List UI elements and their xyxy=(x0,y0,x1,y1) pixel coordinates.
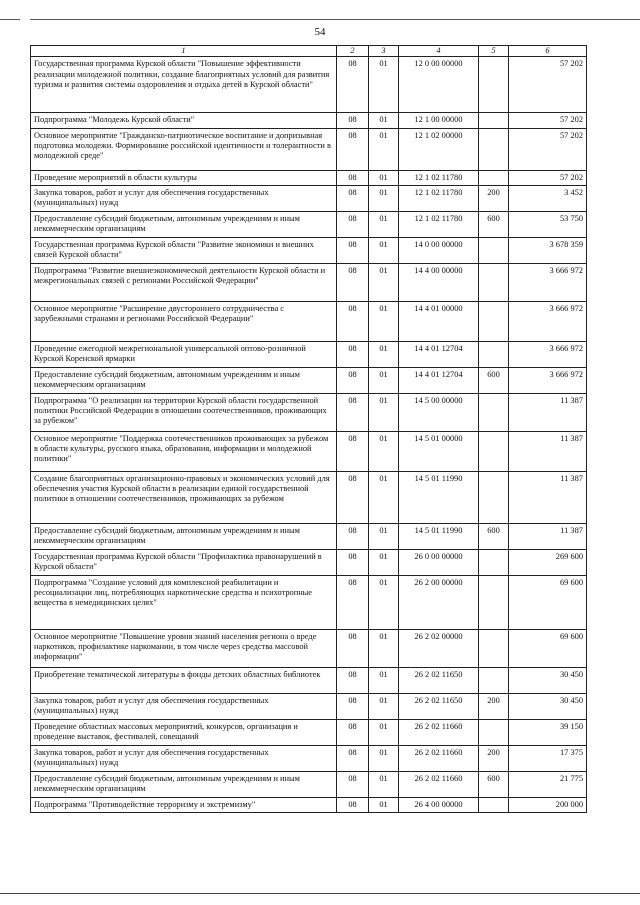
table-row xyxy=(31,128,587,170)
item-name: Подпрограмма "О реализации на территории Курской области государственной политики Российской Федерации в отношении соотечественников, проживающих за рубежом" xyxy=(31,393,337,431)
subsection-code: 01 xyxy=(369,771,399,797)
table-row xyxy=(31,367,587,393)
amount: 3 666 972 xyxy=(509,367,587,393)
table-row xyxy=(31,797,587,812)
table-row xyxy=(31,549,587,575)
expense-type-code xyxy=(479,719,509,745)
item-name: Подпрограмма "Молодежь Курской области" xyxy=(31,113,337,128)
target-article-code: 26 2 02 11660 xyxy=(399,719,479,745)
table-row xyxy=(31,301,587,341)
subsection-code: 01 xyxy=(369,629,399,667)
section-code: 08 xyxy=(337,797,369,812)
subsection-code: 01 xyxy=(369,170,399,185)
target-article-code: 14 4 01 12704 xyxy=(399,341,479,367)
subsection-code: 01 xyxy=(369,797,399,812)
table-row xyxy=(31,113,587,128)
amount: 200 000 xyxy=(509,797,587,812)
target-article-code: 26 2 02 11650 xyxy=(399,667,479,693)
expense-type-code xyxy=(479,170,509,185)
amount: 11 387 xyxy=(509,471,587,523)
section-code: 08 xyxy=(337,745,369,771)
amount: 3 452 xyxy=(509,185,587,211)
subsection-code: 01 xyxy=(369,693,399,719)
item-name: Основное мероприятие "Расширение двустороннего сотрудничества с зарубежными странами и регионами Российской Федерации" xyxy=(31,301,337,341)
item-name: Проведение областных массовых мероприятий, конкурсов, организация и проведение выставок, фестивалей, совещаний xyxy=(31,719,337,745)
item-name: Основное мероприятие "Повышение уровня знаний населения региона о вреде наркотиков, профилактике наркомании, в том числе через средства массовой информации" xyxy=(31,629,337,667)
header-col-4: 4 xyxy=(399,46,479,57)
section-code: 08 xyxy=(337,301,369,341)
amount: 57 202 xyxy=(509,128,587,170)
subsection-code: 01 xyxy=(369,128,399,170)
section-code: 08 xyxy=(337,57,369,113)
expense-type-code xyxy=(479,629,509,667)
table-row xyxy=(31,693,587,719)
item-name: Подпрограмма "Развитие внешнеэкономической деятельности Курской области и межрегиональных связей с регионами Российской Федерации" xyxy=(31,263,337,301)
expense-type-code xyxy=(479,471,509,523)
subsection-code: 01 xyxy=(369,185,399,211)
target-article-code: 14 5 01 11990 xyxy=(399,471,479,523)
section-code: 08 xyxy=(337,629,369,667)
subsection-code: 01 xyxy=(369,471,399,523)
target-article-code: 12 1 02 00000 xyxy=(399,128,479,170)
amount: 53 750 xyxy=(509,211,587,237)
subsection-code: 01 xyxy=(369,341,399,367)
item-name: Приобретение тематической литературы в фонды детских областных библиотек xyxy=(31,667,337,693)
header-col-5: 5 xyxy=(479,46,509,57)
expense-type-code xyxy=(479,263,509,301)
target-article-code: 12 0 00 00000 xyxy=(399,57,479,113)
amount: 269 600 xyxy=(509,549,587,575)
section-code: 08 xyxy=(337,341,369,367)
budget-table xyxy=(30,45,587,813)
amount: 30 450 xyxy=(509,667,587,693)
amount: 3 678 359 xyxy=(509,237,587,263)
item-name: Создание благоприятных организационно-правовых и экономических условий для обеспечения участия Курской области в реализации единой государственной политики в отношении соотечественников, проживающих за рубежом xyxy=(31,471,337,523)
expense-type-code xyxy=(479,667,509,693)
subsection-code: 01 xyxy=(369,523,399,549)
table-row xyxy=(31,771,587,797)
section-code: 08 xyxy=(337,719,369,745)
top-rule-right xyxy=(30,19,640,20)
target-article-code: 26 4 00 00000 xyxy=(399,797,479,812)
item-name: Предоставление субсидий бюджетным, автономным учреждениям и иным некоммерческим организациям xyxy=(31,523,337,549)
subsection-code: 01 xyxy=(369,211,399,237)
expense-type-code xyxy=(479,341,509,367)
table-row xyxy=(31,393,587,431)
table-row xyxy=(31,471,587,523)
subsection-code: 01 xyxy=(369,393,399,431)
table-row xyxy=(31,263,587,301)
expense-type-code xyxy=(479,237,509,263)
section-code: 08 xyxy=(337,549,369,575)
section-code: 08 xyxy=(337,263,369,301)
section-code: 08 xyxy=(337,431,369,471)
section-code: 08 xyxy=(337,185,369,211)
amount: 3 666 972 xyxy=(509,301,587,341)
target-article-code: 26 2 02 11650 xyxy=(399,693,479,719)
table-row xyxy=(31,745,587,771)
item-name: Закупка товаров, работ и услуг для обеспечения государственных (муниципальных) нужд xyxy=(31,185,337,211)
item-name: Государственная программа Курской области "Развитие экономики и внешних связей Курской области" xyxy=(31,237,337,263)
item-name: Государственная программа Курской области "Профилактика правонарушений в Курской области" xyxy=(31,549,337,575)
target-article-code: 14 5 01 00000 xyxy=(399,431,479,471)
table-row xyxy=(31,431,587,471)
subsection-code: 01 xyxy=(369,719,399,745)
target-article-code: 14 4 01 00000 xyxy=(399,301,479,341)
table-row xyxy=(31,57,587,113)
amount: 69 600 xyxy=(509,629,587,667)
header-col-1: 1 xyxy=(31,46,337,57)
subsection-code: 01 xyxy=(369,301,399,341)
table-row xyxy=(31,719,587,745)
target-article-code: 12 1 00 00000 xyxy=(399,113,479,128)
subsection-code: 01 xyxy=(369,263,399,301)
expense-type-code: 600 xyxy=(479,367,509,393)
subsection-code: 01 xyxy=(369,549,399,575)
amount: 57 202 xyxy=(509,170,587,185)
expense-type-code: 600 xyxy=(479,523,509,549)
amount: 17 375 xyxy=(509,745,587,771)
bottom-rule xyxy=(0,893,640,894)
expense-type-code xyxy=(479,393,509,431)
item-name: Государственная программа Курской области "Повышение эффективности реализации молодежной политики, создание благоприятных условий для развития туризма и развития системы оздоровления и отдыха детей в Курской области" xyxy=(31,57,337,113)
amount: 11 387 xyxy=(509,523,587,549)
amount: 57 202 xyxy=(509,57,587,113)
expense-type-code: 200 xyxy=(479,693,509,719)
expense-type-code: 600 xyxy=(479,771,509,797)
target-article-code: 26 2 02 00000 xyxy=(399,629,479,667)
subsection-code: 01 xyxy=(369,113,399,128)
amount: 30 450 xyxy=(509,693,587,719)
section-code: 08 xyxy=(337,523,369,549)
section-code: 08 xyxy=(337,128,369,170)
expense-type-code xyxy=(479,431,509,471)
item-name: Основное мероприятие "Поддержка соотечественников проживающих за рубежом в области культуры, русского языка, образования, информации и молодежной политики" xyxy=(31,431,337,471)
amount: 11 387 xyxy=(509,431,587,471)
subsection-code: 01 xyxy=(369,57,399,113)
target-article-code: 14 5 01 11990 xyxy=(399,523,479,549)
expense-type-code xyxy=(479,575,509,629)
amount: 3 666 972 xyxy=(509,263,587,301)
section-code: 08 xyxy=(337,667,369,693)
target-article-code: 14 5 00 00000 xyxy=(399,393,479,431)
amount: 21 775 xyxy=(509,771,587,797)
item-name: Основное мероприятие "Гражданско-патриотическое воспитание и допризывная подготовка молодежи. Формирование российской идентичности и толерантности в молодежной среде" xyxy=(31,128,337,170)
target-article-code: 14 4 01 12704 xyxy=(399,367,479,393)
expense-type-code xyxy=(479,549,509,575)
expense-type-code xyxy=(479,301,509,341)
target-article-code: 14 0 00 00000 xyxy=(399,237,479,263)
subsection-code: 01 xyxy=(369,367,399,393)
section-code: 08 xyxy=(337,170,369,185)
section-code: 08 xyxy=(337,211,369,237)
amount: 57 202 xyxy=(509,113,587,128)
table-row xyxy=(31,667,587,693)
target-article-code: 26 0 00 00000 xyxy=(399,549,479,575)
item-name: Предоставление субсидий бюджетным, автономным учреждениям и иным некоммерческим организациям xyxy=(31,367,337,393)
section-code: 08 xyxy=(337,367,369,393)
amount: 3 666 972 xyxy=(509,341,587,367)
item-name: Подпрограмма "Создание условий для комплексной реабилитации и ресоциализации лиц, потребляющих наркотические средства и психотропные вещества в немедицинских целях" xyxy=(31,575,337,629)
target-article-code: 12 1 02 11780 xyxy=(399,185,479,211)
header-row xyxy=(31,46,587,57)
subsection-code: 01 xyxy=(369,667,399,693)
subsection-code: 01 xyxy=(369,237,399,263)
amount: 11 387 xyxy=(509,393,587,431)
section-code: 08 xyxy=(337,693,369,719)
page-number: 54 xyxy=(314,26,326,38)
table-row xyxy=(31,575,587,629)
expense-type-code: 600 xyxy=(479,211,509,237)
item-name: Подпрограмма "Противодействие терроризму и экстремизму" xyxy=(31,797,337,812)
expense-type-code xyxy=(479,797,509,812)
top-rule-left xyxy=(0,19,20,20)
section-code: 08 xyxy=(337,771,369,797)
item-name: Проведение ежегодной межрегиональной универсальной оптово-розничной Курской Коренской ярмарки xyxy=(31,341,337,367)
table-row xyxy=(31,341,587,367)
target-article-code: 14 4 00 00000 xyxy=(399,263,479,301)
target-article-code: 12 1 02 11780 xyxy=(399,170,479,185)
item-name: Закупка товаров, работ и услуг для обеспечения государственных (муниципальных) нужд xyxy=(31,745,337,771)
section-code: 08 xyxy=(337,575,369,629)
header-col-6: 6 xyxy=(509,46,587,57)
expense-type-code xyxy=(479,128,509,170)
expense-type-code xyxy=(479,113,509,128)
amount: 69 600 xyxy=(509,575,587,629)
header-col-3: 3 xyxy=(369,46,399,57)
target-article-code: 26 2 00 00000 xyxy=(399,575,479,629)
header-col-2: 2 xyxy=(337,46,369,57)
subsection-code: 01 xyxy=(369,745,399,771)
item-name: Проведение мероприятий в области культуры xyxy=(31,170,337,185)
amount: 39 150 xyxy=(509,719,587,745)
target-article-code: 26 2 02 11660 xyxy=(399,771,479,797)
section-code: 08 xyxy=(337,471,369,523)
table-row xyxy=(31,237,587,263)
table-row xyxy=(31,523,587,549)
table-row xyxy=(31,170,587,185)
expense-type-code: 200 xyxy=(479,745,509,771)
section-code: 08 xyxy=(337,237,369,263)
item-name: Закупка товаров, работ и услуг для обеспечения государственных (муниципальных) нужд xyxy=(31,693,337,719)
item-name: Предоставление субсидий бюджетным, автономным учреждениям и иным некоммерческим организациям xyxy=(31,771,337,797)
expense-type-code xyxy=(479,57,509,113)
expense-type-code: 200 xyxy=(479,185,509,211)
subsection-code: 01 xyxy=(369,575,399,629)
section-code: 08 xyxy=(337,113,369,128)
table-row xyxy=(31,629,587,667)
item-name: Предоставление субсидий бюджетным, автономным учреждениям и иным некоммерческим организациям xyxy=(31,211,337,237)
section-code: 08 xyxy=(337,393,369,431)
table-row xyxy=(31,185,587,211)
target-article-code: 12 1 02 11780 xyxy=(399,211,479,237)
target-article-code: 26 2 02 11660 xyxy=(399,745,479,771)
subsection-code: 01 xyxy=(369,431,399,471)
table-row xyxy=(31,211,587,237)
